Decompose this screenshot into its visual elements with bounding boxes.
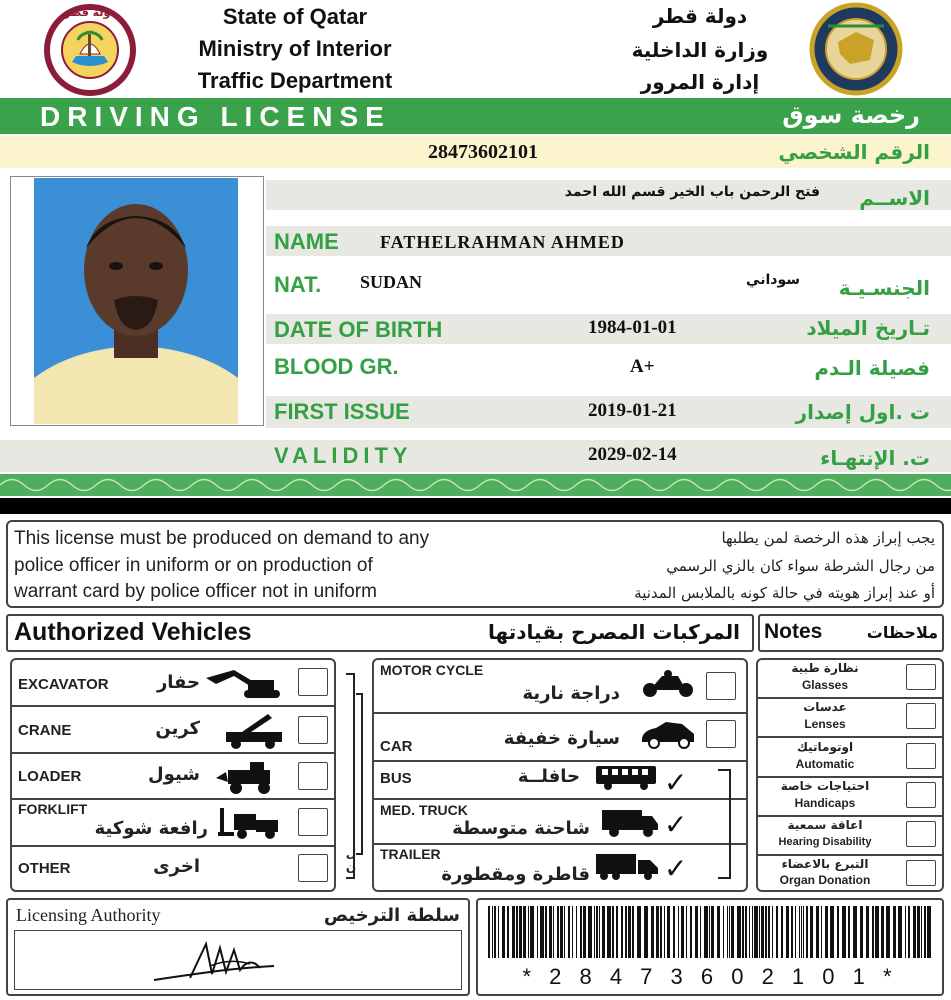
- notice-en-line2: police officer in uniform or on production of: [14, 555, 373, 576]
- header-ar-line2: وزارة الداخلية: [631, 38, 769, 62]
- blood-label: BLOOD GR.: [274, 354, 399, 379]
- vehicles-header-ar: المركبات المصرح بقيادتها: [488, 620, 740, 644]
- notice-en-line1: This license must be produced on demand to any: [14, 528, 430, 549]
- check-mark-truck-icon: ✓: [664, 809, 688, 840]
- emblem-text: دولة قطر: [64, 6, 116, 19]
- car-icon: [638, 720, 698, 755]
- gcc-emblem-icon: [798, 2, 914, 96]
- row-divider: [758, 776, 942, 778]
- notes-header-en: Notes: [764, 620, 823, 643]
- row-divider: [374, 798, 746, 800]
- card-divider: [0, 498, 951, 514]
- checkbox-hearing[interactable]: [906, 821, 936, 847]
- vehicle-label-ar-bus: حافلــة: [517, 766, 580, 787]
- bracket-label: ل ن: [345, 846, 357, 874]
- checkbox-loader[interactable]: [298, 762, 328, 790]
- loader-icon: [214, 760, 284, 799]
- notice-ar-line1: يجب إبراز هذه الرخصة لمن يطلبها: [721, 529, 935, 547]
- validity-label: VALIDITY: [274, 443, 413, 468]
- vehicle-label-crane: CRANE: [18, 722, 72, 739]
- checkbox-organ[interactable]: [906, 860, 936, 886]
- vehicle-label-ar-other: اخرى: [153, 856, 200, 877]
- row-divider: [758, 697, 942, 699]
- barcode-image: [488, 906, 932, 958]
- first-issue-value: 2019-01-21: [588, 400, 677, 421]
- header-ar-line3: إدارة المرور: [640, 70, 760, 94]
- barcode-text: * 2 8 4 7 3 6 0 2 1 0 1 *: [522, 964, 898, 989]
- personal-number-value: 28473602101: [428, 141, 538, 163]
- note-ar-lenses: عدسات: [803, 700, 847, 714]
- note-ar-hearing: اعاقة سمعية: [787, 818, 863, 832]
- vehicle-label-ar-excavator: حفار: [156, 672, 200, 693]
- note-ar-handicaps: احتياجات خاصة: [780, 779, 870, 793]
- validity-label-ar: ت. الإنتهـاء: [820, 446, 930, 470]
- vehicle-label-ar-loader: شيول: [148, 764, 200, 785]
- vehicle-label-other: OTHER: [18, 860, 71, 877]
- banner-title-en: DRIVING LICENSE: [40, 101, 391, 132]
- note-en-hearing: Hearing Disability: [778, 836, 872, 848]
- checkbox-glasses[interactable]: [906, 664, 936, 690]
- note-ar-automatic: اوتوماتيك: [796, 740, 854, 754]
- personal-number-label-ar: الرقم الشخصي: [778, 140, 930, 164]
- vehicle-label-trailer: TRAILER: [380, 846, 441, 862]
- name-value: FATHELRAHMAN AHMED: [380, 232, 625, 252]
- notes-header-ar: ملاحظات: [866, 623, 938, 642]
- first-issue-label: FIRST ISSUE: [274, 399, 410, 424]
- authority-label-en: Licensing Authority: [16, 905, 161, 925]
- authority-label-ar: سلطة الترخيص: [323, 905, 460, 926]
- note-en-lenses: Lenses: [804, 717, 846, 731]
- holder-photo: [34, 178, 238, 424]
- notice-ar-line3: أو عند إبراز هويته في حالة كونه بالملابس المدنية: [634, 584, 935, 602]
- nat-label: NAT.: [274, 272, 322, 297]
- note-en-handicaps: Handicaps: [794, 796, 856, 810]
- row-divider: [758, 854, 942, 856]
- header-en-line1: State of Qatar: [222, 4, 368, 29]
- validity-value: 2029-02-14: [588, 444, 677, 465]
- vehicle-label-ar-trailer: قاطرة ومقطورة: [441, 864, 590, 885]
- decorative-strip: [0, 474, 951, 496]
- vehicles-header-en: Authorized Vehicles: [14, 618, 252, 646]
- row-divider: [374, 760, 746, 762]
- crane-icon: [222, 710, 286, 755]
- vehicle-label-car: CAR: [380, 738, 413, 755]
- checkbox-excavator[interactable]: [298, 668, 328, 696]
- truck-icon: [600, 808, 660, 843]
- signature-image: [150, 936, 280, 988]
- row-divider: [374, 843, 746, 845]
- checkbox-car[interactable]: [706, 720, 736, 748]
- blood-label-ar: فصيلة الـدم: [814, 356, 930, 380]
- checkbox-forklift[interactable]: [298, 808, 328, 836]
- header-en-line2: Ministry of Interior: [198, 36, 392, 61]
- note-en-glasses: Glasses: [801, 678, 849, 692]
- checkbox-other[interactable]: [298, 854, 328, 882]
- blood-value: A+: [630, 356, 655, 377]
- checkbox-motorcycle[interactable]: [706, 672, 736, 700]
- row-divider: [12, 845, 334, 847]
- nat-value-ar: سوداني: [746, 272, 800, 288]
- vehicle-label-ar-car: سيارة خفيفة: [503, 728, 620, 749]
- note-ar-organ: التبرع بالاعضاء: [781, 857, 869, 871]
- vehicle-label-ar-med-truck: شاحنة متوسطة: [452, 818, 590, 839]
- row-divider: [12, 798, 334, 800]
- header-ar-line1: دولة قطر: [652, 4, 748, 28]
- trailer-icon: [594, 852, 660, 887]
- checkbox-handicaps[interactable]: [906, 782, 936, 808]
- dob-label-ar: تـاريخ الميلاد: [806, 316, 930, 340]
- vehicle-label-excavator: EXCAVATOR: [18, 676, 109, 693]
- dob-label: DATE OF BIRTH: [274, 317, 443, 342]
- nat-value: SUDAN: [360, 272, 423, 292]
- notice-ar-line2: من رجال الشرطة سواء كان بالزي الرسمي: [666, 557, 935, 575]
- vehicle-label-loader: LOADER: [18, 768, 82, 785]
- notice-en-line3: warrant card by police officer not in uniform: [14, 581, 377, 602]
- banner-title-ar: رخصة سوق: [782, 101, 920, 129]
- row-divider: [758, 736, 942, 738]
- row-divider: [374, 712, 746, 714]
- checkbox-automatic[interactable]: [906, 743, 936, 769]
- bus-icon: [594, 764, 658, 797]
- excavator-icon: [204, 666, 284, 705]
- nat-label-ar: الجنسـيـة: [838, 276, 930, 300]
- note-en-organ: Organ Donation: [779, 873, 871, 887]
- note-ar-glasses: نظارة طبية: [791, 661, 859, 675]
- name-label: NAME: [274, 229, 339, 254]
- note-en-automatic: Automatic: [795, 757, 855, 771]
- forklift-icon: [218, 806, 284, 845]
- dob-value: 1984-01-01: [588, 317, 677, 338]
- vehicle-label-bus: BUS: [380, 770, 412, 787]
- check-mark-trailer-icon: ✓: [664, 853, 688, 884]
- vehicle-label-ar-forklift: رافعة شوكية: [94, 818, 208, 839]
- vehicle-label-med-truck: MED. TRUCK: [380, 802, 468, 818]
- name-ar-label: الاســم: [859, 186, 930, 210]
- checked-bracket-icon: [712, 766, 742, 882]
- checkbox-lenses[interactable]: [906, 703, 936, 729]
- motorcycle-icon: [640, 668, 696, 703]
- vehicle-label-ar-motorcycle: دراجة نارية: [522, 683, 620, 704]
- vehicle-label-ar-crane: كرين: [155, 718, 200, 739]
- checkbox-crane[interactable]: [298, 716, 328, 744]
- header-en-line3: Traffic Department: [197, 68, 393, 93]
- row-divider: [758, 815, 942, 817]
- vehicle-label-forklift: FORKLIFT: [18, 801, 88, 817]
- check-mark-bus-icon: ✓: [664, 767, 688, 798]
- vehicle-label-motorcycle: MOTOR CYCLE: [380, 662, 484, 678]
- first-issue-label-ar: ت .اول إصدار: [795, 400, 930, 424]
- name-ar-value: فتح الرحمن باب الخير قسم الله احمد: [564, 184, 820, 200]
- row-divider: [12, 705, 334, 707]
